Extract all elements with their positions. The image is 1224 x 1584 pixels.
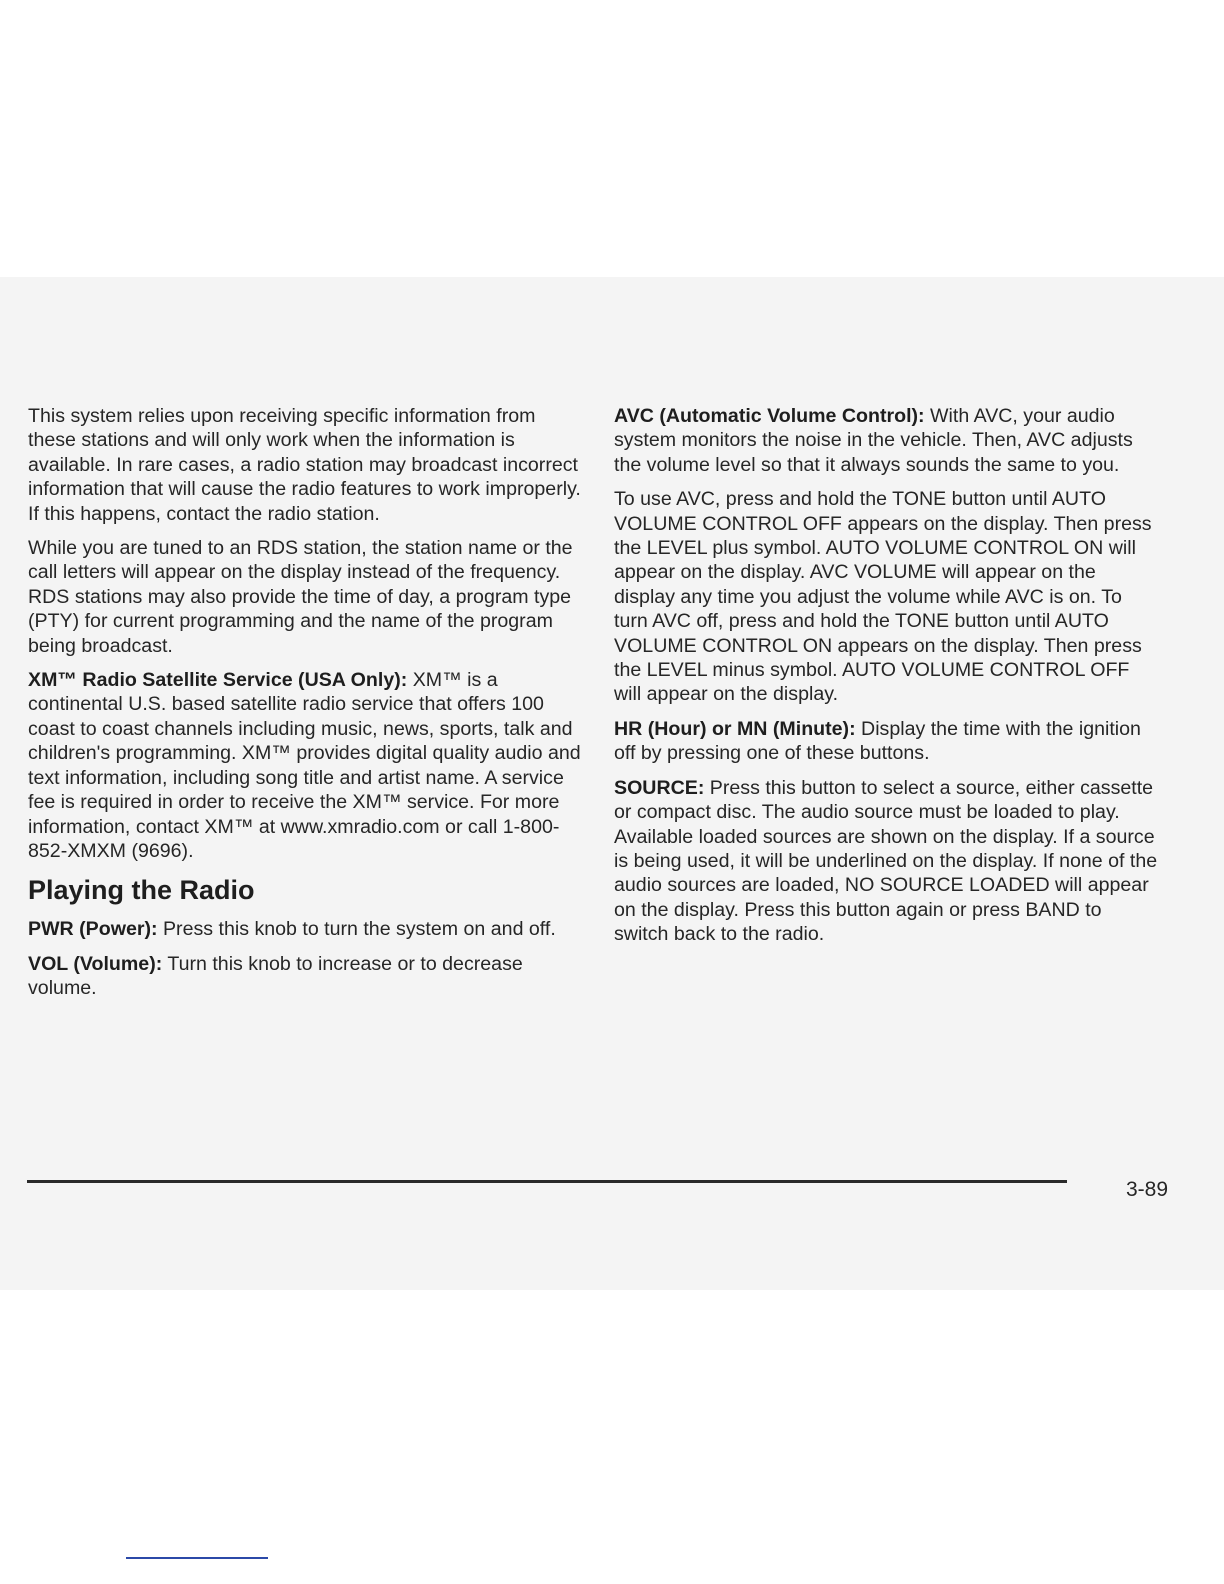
avc-term: AVC (Automatic Volume Control): [614, 405, 925, 427]
paragraph-text: Turn this knob to increase or to decrease volume. [28, 952, 523, 1000]
hr-mn-paragraph [614, 717, 1159, 766]
paragraph-text: Display the time with the ignition off by pressing one of these buttons. [614, 717, 1141, 765]
paragraph-text: This system relies upon receiving specific information from these stations and will only work when the information is available. In rare cases, a radio station may broadcast incorrect information that will cause the radio features to work improperly. If this happens, contact the radio station. [28, 405, 581, 525]
bottom-link-underline [126, 1557, 268, 1559]
source-paragraph [614, 776, 1159, 947]
pwr-term: PWR (Power): [28, 918, 158, 941]
paragraph-text: While you are tuned to an RDS station, the station name or the call letters will appear on the display instead of the frequency. RDS stations may also provide the time of day, a program type (PTY) for current programming and the name of the program being broadcast. [28, 537, 573, 657]
right-column [614, 404, 1159, 957]
pwr-paragraph [28, 917, 583, 941]
vol-term: VOL (Volume): [28, 952, 163, 975]
paragraph-text: Press this knob to turn the system on and off. [157, 918, 556, 941]
avc-paragraph [614, 404, 1159, 477]
paragraph-text: With AVC, your audio system monitors the noise in the vehicle. Then, AVC adjusts the volume level so that it always sounds the same to you. [614, 405, 1133, 476]
left-column [28, 404, 583, 1011]
paragraph-text: To use AVC, press and hold the TONE button until AUTO VOLUME CONTROL OFF appears on the display. Then press the LEVEL plus symbol. AUTO VOLUME CONTROL ON will appear on the display. AVC VOLUME will appear on the display any time you adjust the volume while AVC is on. To turn AVC off, press and hold the TONE button until AUTO VOLUME CONTROL ON appears on the display. Then press the LEVEL minus symbol. AUTO VOLUME CONTROL OFF will appear on the display. [614, 488, 1152, 706]
rds-station-paragraph [28, 536, 583, 658]
section-title: Playing the Radio [28, 875, 255, 906]
vol-paragraph [28, 952, 583, 1001]
footer-divider [27, 1180, 1067, 1183]
xm-radio-term: XM™ Radio Satellite Service (USA Only): [28, 669, 408, 692]
paragraph-text: Press this button to select a source, either cassette or compact disc. The audio source must be loaded to play. Available loaded sources are shown on the display. If a source is being used, it will be underlined on the display. If none of the audio sources are loaded, NO SOURCE LOADED will appear on the display. Press this button again or press BAND to switch back to the radio. [614, 776, 1158, 946]
source-term: SOURCE: [614, 776, 705, 799]
paragraph-text: XM™ is a continental U.S. based satellite radio service that offers 100 coast to coast channels including music, news, sports, talk and children's programming. XM™ provides digital quality audio and text information, including song title and artist name. A service fee is required in order to receive the XM™ service. For more information, contact XM™ at www.xmradio.com or call 1-800-852-XMXM (9696). [28, 669, 581, 862]
rds-info-paragraph [28, 404, 583, 526]
xm-radio-paragraph [28, 668, 583, 863]
avc-usage-paragraph [614, 487, 1159, 707]
hr-mn-term: HR (Hour) or MN (Minute): [614, 717, 856, 740]
page-number: 3-89 [1125, 1178, 1168, 1201]
